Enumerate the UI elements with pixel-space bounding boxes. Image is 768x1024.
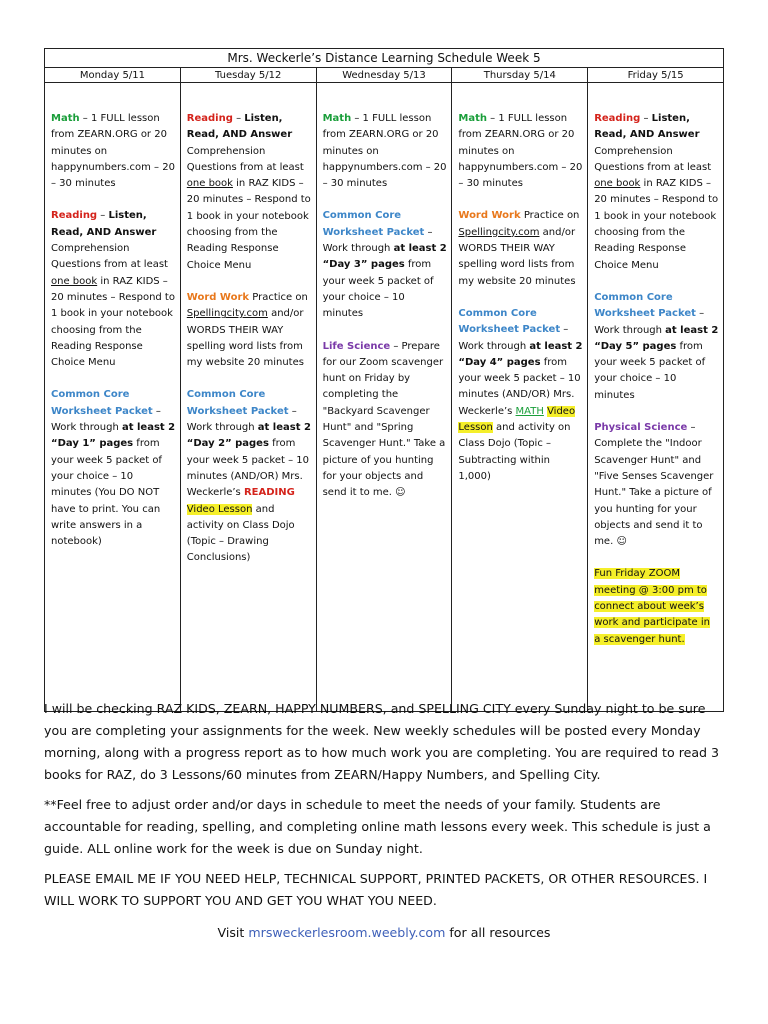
reading-separator: – (640, 113, 652, 124)
core-text: – Work through (186, 405, 297, 434)
word-work-label: Word Work (458, 210, 521, 222)
friday-column (588, 83, 724, 712)
friday-zoom-note (594, 566, 719, 647)
core-label: Common Core Worksheet Packet (458, 307, 561, 336)
word-work-label: Word Work (186, 291, 250, 303)
day-header-thursday: Thursday 5/14 (452, 68, 588, 83)
reading-text-2: in RAZ KIDS – 20 minutes – Respond to 1 book in your notebook choosing from the Reading Response Choice Menu (51, 275, 175, 369)
wednesday-column (316, 83, 452, 712)
monday-reading-task (51, 208, 176, 371)
core-text: – Work through (458, 324, 569, 352)
reading-text: Comprehension Questions from at least (594, 145, 712, 173)
math-label: Math (51, 113, 80, 124)
core-text-2: from your week 5 packet – 10 minutes (AND/OR) Mrs. Weckerle’s (186, 438, 310, 499)
day-header-tuesday: Tuesday 5/12 (180, 68, 316, 83)
life-science-text: – Prepare for our Zoom scavenger hunt on Friday by completing the "Backyard Scavenger Hunt" and "Spring Scavenger Hunt." Take a picture of you hunting for your objects and send it to me. ☺ (322, 340, 446, 499)
math-text: – 1 FULL lesson from ZEARN.ORG or 20 minutes on happynumbers.com – 20 – 30 minutes (51, 113, 175, 190)
core-bold: at least 2 “Day 4” pages (458, 340, 583, 368)
reading-text: Comprehension Questions from at least (51, 243, 168, 271)
flexibility-note (44, 794, 728, 860)
reading-underline: one book (186, 178, 233, 190)
thursday-core-task (458, 306, 583, 485)
core-text: – Work through (51, 405, 161, 434)
spellingcity-link[interactable]: Spellingcity.com (186, 308, 268, 320)
visit-prefix: Visit (217, 925, 249, 940)
tuesday-core-task (187, 387, 312, 566)
physical-science-text: – Complete the "Indoor Scavenger Hunt" and "Five Senses Scavenger Hunt." Take a picture of you hunting for your objects and send it to me. ☺ (594, 422, 714, 548)
reading-text-2: in RAZ KIDS – 20 minutes – Respond to 1 book in your notebook choosing from the Reading Response Choice Menu (594, 178, 719, 271)
video-lesson-link[interactable]: Video Lesson (186, 503, 253, 515)
video-lesson-link[interactable]: Video Lesson (458, 405, 576, 434)
core-text-2: from your week 5 packet – 10 minutes (AND/OR) Mrs. Weckerle’s (458, 356, 581, 417)
physical-science-label: Physical Science (594, 422, 688, 434)
word-text-2: and/or WORDS THEIR WAY spelling word lists from my website 20 minutes (186, 308, 304, 369)
monday-column (45, 83, 181, 712)
reading-label: Reading (51, 210, 98, 222)
math-text: – 1 FULL lesson from ZEARN.ORG or 20 minutes on happynumbers.com – 20 – 30 minutes (458, 113, 583, 190)
word-text: Practice on (520, 210, 580, 222)
reading-text-2: in RAZ KIDS – 20 minutes – Respond to 1 book in your notebook choosing from the Reading Response Choice Menu (186, 178, 311, 271)
email-note-text: PLEASE EMAIL ME IF YOU NEED HELP, TECHNICAL SUPPORT, PRINTED PACKETS, OR OTHER RESOURCES. I WILL WORK TO SUPPORT YOU AND GET YOU WHAT YOU NEED. (44, 871, 708, 908)
day-header-monday: Monday 5/11 (45, 68, 181, 83)
reading-underline: one book (51, 275, 98, 287)
reading-text: Comprehension Questions from at least (186, 145, 304, 173)
core-text: – Work through (594, 308, 705, 336)
monday-math-task (51, 111, 176, 192)
core-bold: at least 2 “Day 5” pages (594, 324, 719, 352)
day-header-wednesday: Wednesday 5/13 (316, 68, 452, 83)
reading-label: Reading (186, 113, 233, 124)
checking-note (44, 698, 728, 786)
thursday-column (452, 83, 588, 712)
checking-note-text: I will be checking RAZ KIDS, ZEARN, HAPPY NUMBERS, and SPELLING CITY every Sunday night to be sure you are completing your assignments for the week. New weekly schedules will be posted every Monday morning, along with a progress report as to how much work you are completing. You are required to read 3 books for RAZ, do 3 Lessons/60 minutes from ZEARN/Happy Numbers, and Spelling City. (44, 701, 720, 782)
thursday-word-task (458, 208, 583, 289)
core-text-2: from your week 5 packet of your choice – 10 minutes (322, 259, 434, 320)
visit-line (0, 922, 768, 944)
reading-separator: – (97, 210, 109, 222)
core-text-3: and activity on Class Dojo (Topic – Subtracting within 1,000) (458, 422, 571, 482)
wednesday-core-task (323, 208, 448, 322)
day-header-friday: Friday 5/15 (588, 68, 724, 83)
spellingcity-link[interactable]: Spellingcity.com (458, 226, 540, 238)
schedule-table (44, 48, 724, 712)
reading-separator: – (232, 113, 245, 124)
reading-label-red: READING (243, 487, 295, 499)
core-text-3: and activity on Class Dojo (Topic – Drawing Conclusions) (186, 503, 295, 564)
wednesday-life-science-task (323, 339, 448, 502)
core-bold: at least 2 “Day 3” pages (322, 243, 447, 271)
schedule-title: Mrs. Weckerle’s Distance Learning Schedule Week 5 (45, 49, 724, 68)
math-label-green: MATH (515, 405, 544, 417)
reading-label: Reading (594, 113, 641, 124)
math-label: Math (322, 113, 352, 124)
core-bold: at least 2 “Day 1” pages (51, 422, 176, 450)
thursday-math-task (458, 111, 583, 192)
core-label: Common Core Worksheet Packet (51, 389, 153, 417)
friday-core-task (594, 290, 719, 404)
tuesday-column (180, 83, 316, 712)
life-science-label: Life Science (322, 340, 391, 352)
word-text: Practice on (249, 291, 308, 303)
core-label: Common Core Worksheet Packet (594, 291, 696, 320)
visit-suffix: for all resources (445, 925, 551, 940)
math-label: Math (458, 113, 487, 124)
core-bold: at least 2 “Day 2” pages (186, 422, 311, 450)
math-text: – 1 FULL lesson from ZEARN.ORG or 20 minutes on happynumbers.com – 20 – 30 minutes (322, 113, 447, 190)
reading-bold: Listen, Read, AND Answer (594, 113, 700, 141)
wednesday-math-task (323, 111, 448, 192)
core-text: – Work through (322, 226, 433, 255)
tuesday-word-task (187, 290, 312, 371)
word-text-2: and/or WORDS THEIR WAY spelling word lists from my website 20 minutes (458, 226, 576, 287)
website-link[interactable]: mrsweckerlesroom.weebly.com (248, 925, 446, 940)
monday-core-task (51, 387, 176, 550)
reading-bold: Listen, Read, AND Answer (186, 113, 293, 141)
reading-bold: Listen, Read, AND Answer (51, 210, 157, 238)
core-text-2: from your week 5 packet of your choice – 10 minutes (You DO NOT have to print. You can write answers in a notebook) (51, 438, 162, 548)
tuesday-reading-task (187, 111, 312, 274)
friday-reading-task (594, 111, 719, 274)
email-note (44, 868, 728, 912)
flexibility-note-text: **Feel free to adjust order and/or days in schedule to meet the needs of your family. Students are accountable for reading, spelling, and completing online math lessons every week. This schedule is just a guide. ALL online work for the week is due on Sunday night. (44, 797, 711, 856)
core-label: Common Core Worksheet Packet (186, 389, 289, 417)
friday-physical-science-task (594, 420, 719, 550)
reading-underline: one book (594, 178, 641, 190)
zoom-meeting-text: Fun Friday ZOOM meeting @ 3:00 pm to connect about week’s work and participate in a scavenger hunt. (594, 568, 710, 645)
core-label: Common Core Worksheet Packet (322, 210, 425, 238)
core-text-2: from your week 5 packet of your choice – 10 minutes (594, 340, 706, 401)
